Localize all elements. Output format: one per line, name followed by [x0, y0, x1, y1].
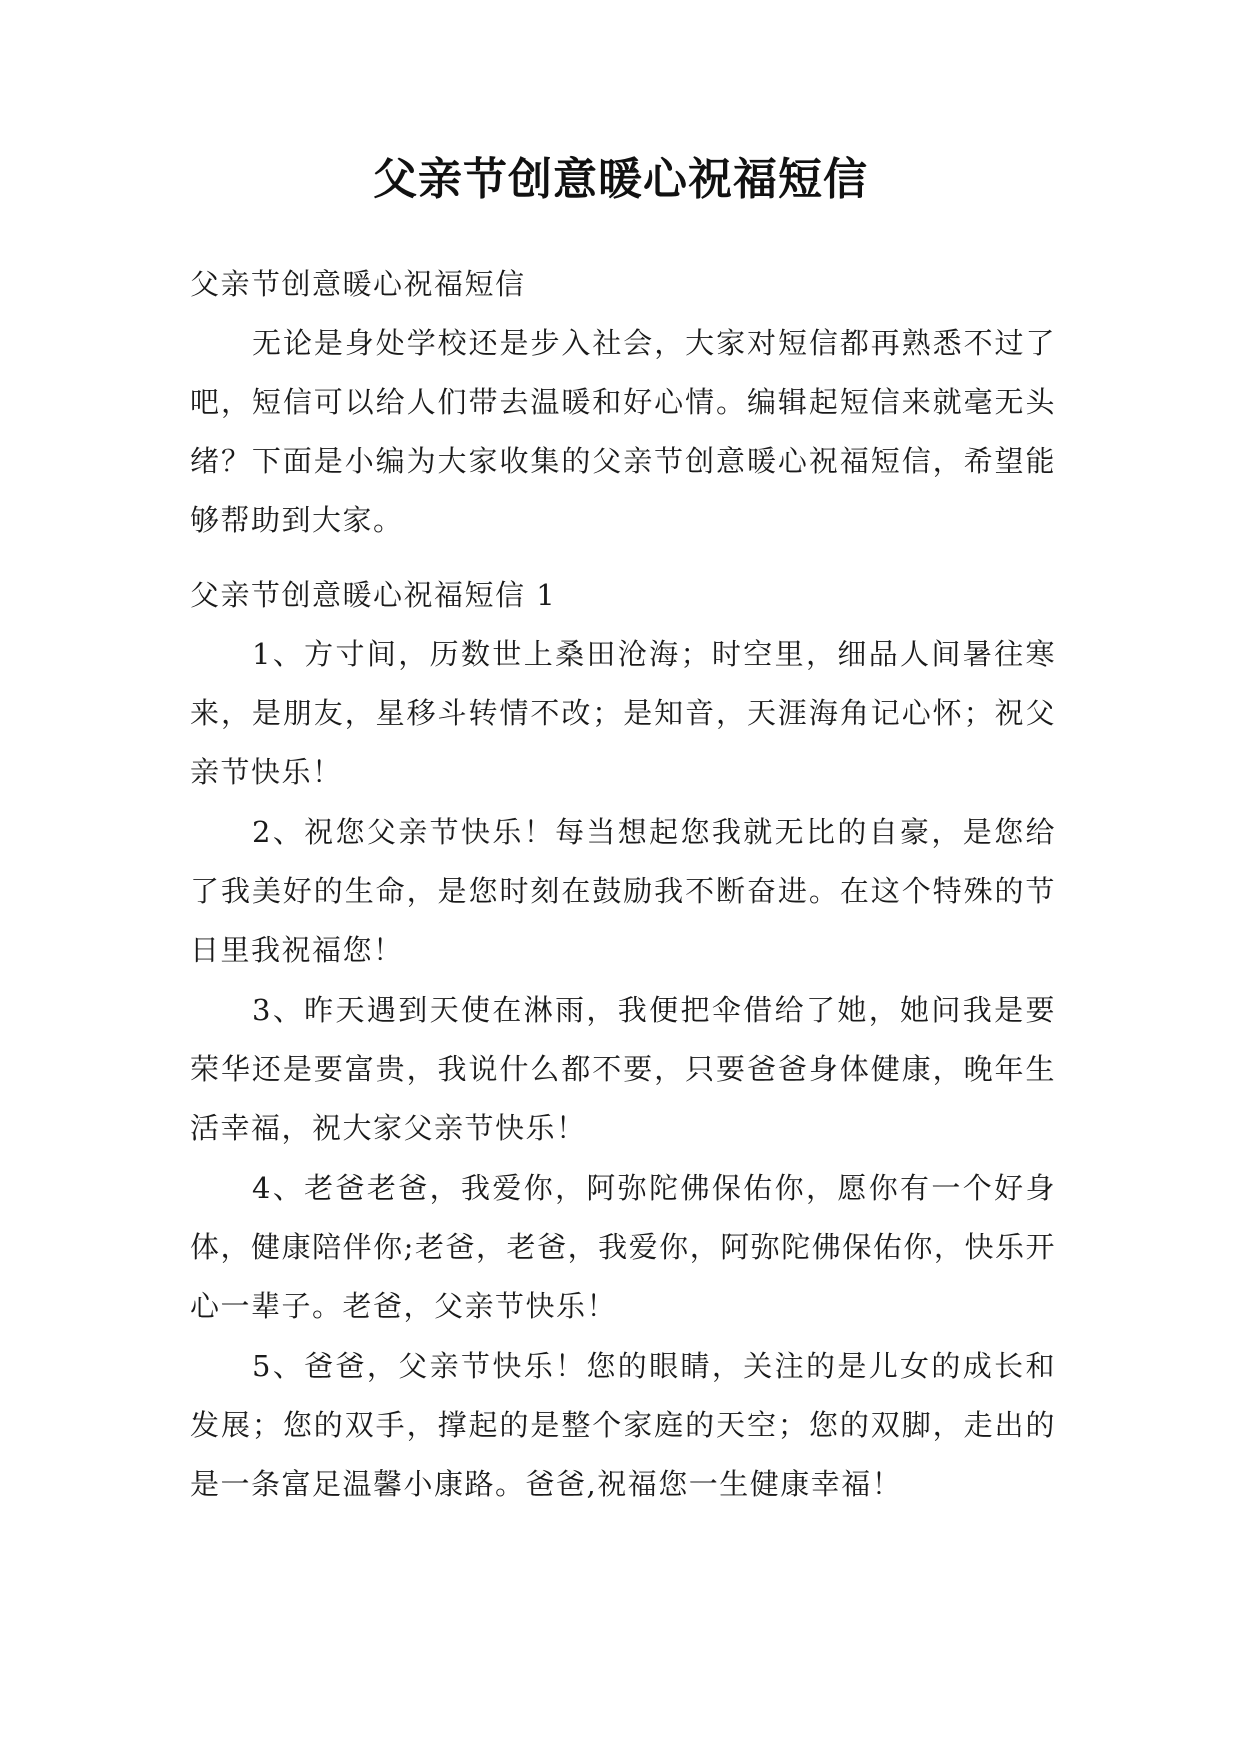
intro-paragraph: 无论是身处学校还是步入社会，大家对短信都再熟悉不过了吧，短信可以给人们带去温暖和好心情。编辑起短信来就毫无头绪？下面是小编为大家收集的父亲节创意暖心祝福短信，希望能够帮助到大家。 [190, 326, 1056, 537]
list-item: 4、老爸老爸，我爱你，阿弥陀佛保佑你，愿你有一个好身体，健康陪伴你;老爸，老爸，我爱你，阿弥陀佛保佑你，快乐开心一辈子。老爸，父亲节快乐！ [190, 1171, 1056, 1323]
list-item: 5、爸爸，父亲节快乐！您的眼睛，关注的是儿女的成长和发展；您的双手，撑起的是整个家庭的天空；您的双脚，走出的是一条富足温馨小康路。爸爸,祝福您一生健康幸福！ [190, 1349, 1056, 1501]
section-heading: 父亲节创意暖心祝福短信 1 [190, 578, 557, 612]
list-item: 3、昨天遇到天使在淋雨，我便把伞借给了她，她问我是要荣华还是要富贵，我说什么都不要，只要爸爸身体健康，晚年生活幸福，祝大家父亲节快乐！ [190, 993, 1056, 1145]
intro-heading: 父亲节创意暖心祝福短信 [190, 267, 526, 301]
list-item: 1、方寸间，历数世上桑田沧海；时空里，细品人间暑往寒来，是朋友，星移斗转情不改；是知音，天涯海角记心怀；祝父亲节快乐！ [190, 637, 1056, 789]
list-item: 2、祝您父亲节快乐！每当想起您我就无比的自豪，是您给了我美好的生命，是您时刻在鼓励我不断奋进。在这个特殊的节日里我祝福您！ [190, 815, 1056, 967]
document-title: 父亲节创意暖心祝福短信 [373, 154, 868, 205]
